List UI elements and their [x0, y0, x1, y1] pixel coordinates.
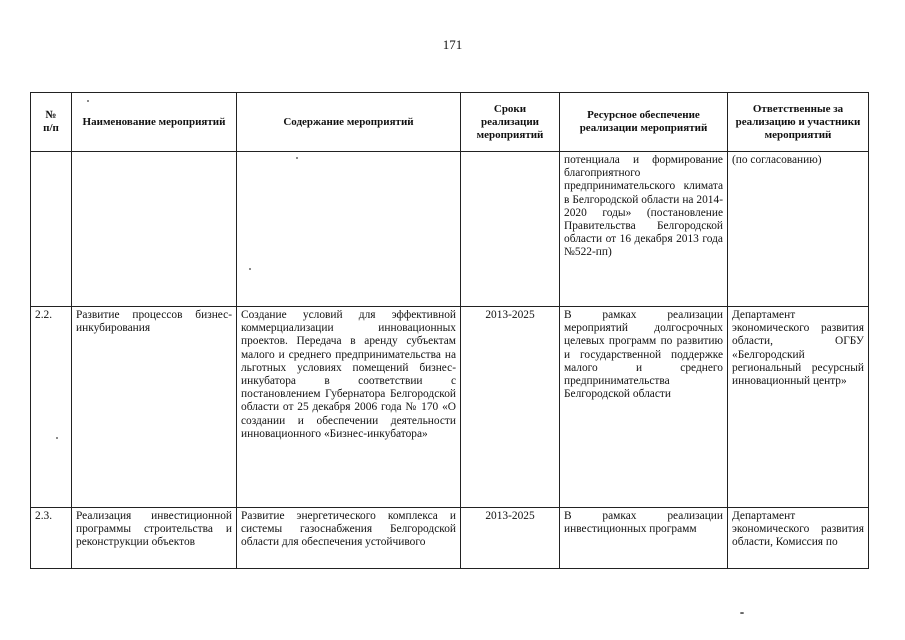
cell-resources: В рамках реализации мероприятий долгосрочных целевых программ по развитию и государственной поддержке малого и среднего предпринимательства Белгородской области	[560, 307, 728, 508]
cell-responsible: (по согласованию)	[728, 152, 869, 307]
scan-speck	[56, 437, 58, 439]
cell-name	[72, 152, 237, 307]
header-num: № п/п	[31, 93, 72, 152]
cell-resources: потенциала и формирование благоприятного предпринимательского климата в Белгородской области на 2014-2020 годы» (постановление Правительства Белгородской области от 16 декабря 2013 года №522-пп)	[560, 152, 728, 307]
cell-num: 2.3.	[31, 508, 72, 569]
cell-name: Развитие процессов бизнес-инкубирования	[72, 307, 237, 508]
header-responsible: Ответственные за реализацию и участники мероприятий	[728, 93, 869, 152]
table-row	[31, 307, 869, 508]
table-header-row	[31, 93, 869, 152]
header-name: Наименование мероприятий	[72, 93, 237, 152]
scan-speck	[740, 612, 744, 614]
cell-responsible: Департамент экономического развития области, ОГБУ «Белгородский региональный ресурсный инновационный центр»	[728, 307, 869, 508]
cell-period: 2013-2025	[461, 307, 560, 508]
cell-resources: В рамках реализации инвестиционных программ	[560, 508, 728, 569]
table-row	[31, 508, 869, 569]
cell-num	[31, 152, 72, 307]
scan-speck	[87, 100, 89, 102]
cell-period: 2013-2025	[461, 508, 560, 569]
header-resources: Ресурсное обеспечение реализации мероприятий	[560, 93, 728, 152]
cell-content	[237, 152, 461, 307]
cell-responsible: Департамент экономического развития области, Комиссия по	[728, 508, 869, 569]
header-period: Сроки реализации мероприятий	[461, 93, 560, 152]
scan-speck	[249, 268, 251, 270]
cell-num: 2.2.	[31, 307, 72, 508]
cell-content: Развитие энергетического комплекса и системы газоснабжения Белгородской области для обеспечения устойчивого	[237, 508, 461, 569]
scan-speck	[296, 157, 298, 159]
measures-table	[30, 92, 869, 569]
page-number: 171	[442, 37, 463, 52]
cell-name: Реализация инвестиционной программы строительства и реконструкции объектов	[72, 508, 237, 569]
table-row	[31, 152, 869, 307]
cell-content: Создание условий для эффективной коммерциализации инновационных проектов. Передача в аренду субъектам малого и среднего предпринимательства на льготных условиях помещений бизнес-инкубатора в соответствии с постановлением Губернатора Белгородской области от 25 декабря 2006 года № 170 «О создании и обеспечении деятельности инновационного «Бизнес-инкубатора»	[237, 307, 461, 508]
header-content: Содержание мероприятий	[237, 93, 461, 152]
cell-period	[461, 152, 560, 307]
